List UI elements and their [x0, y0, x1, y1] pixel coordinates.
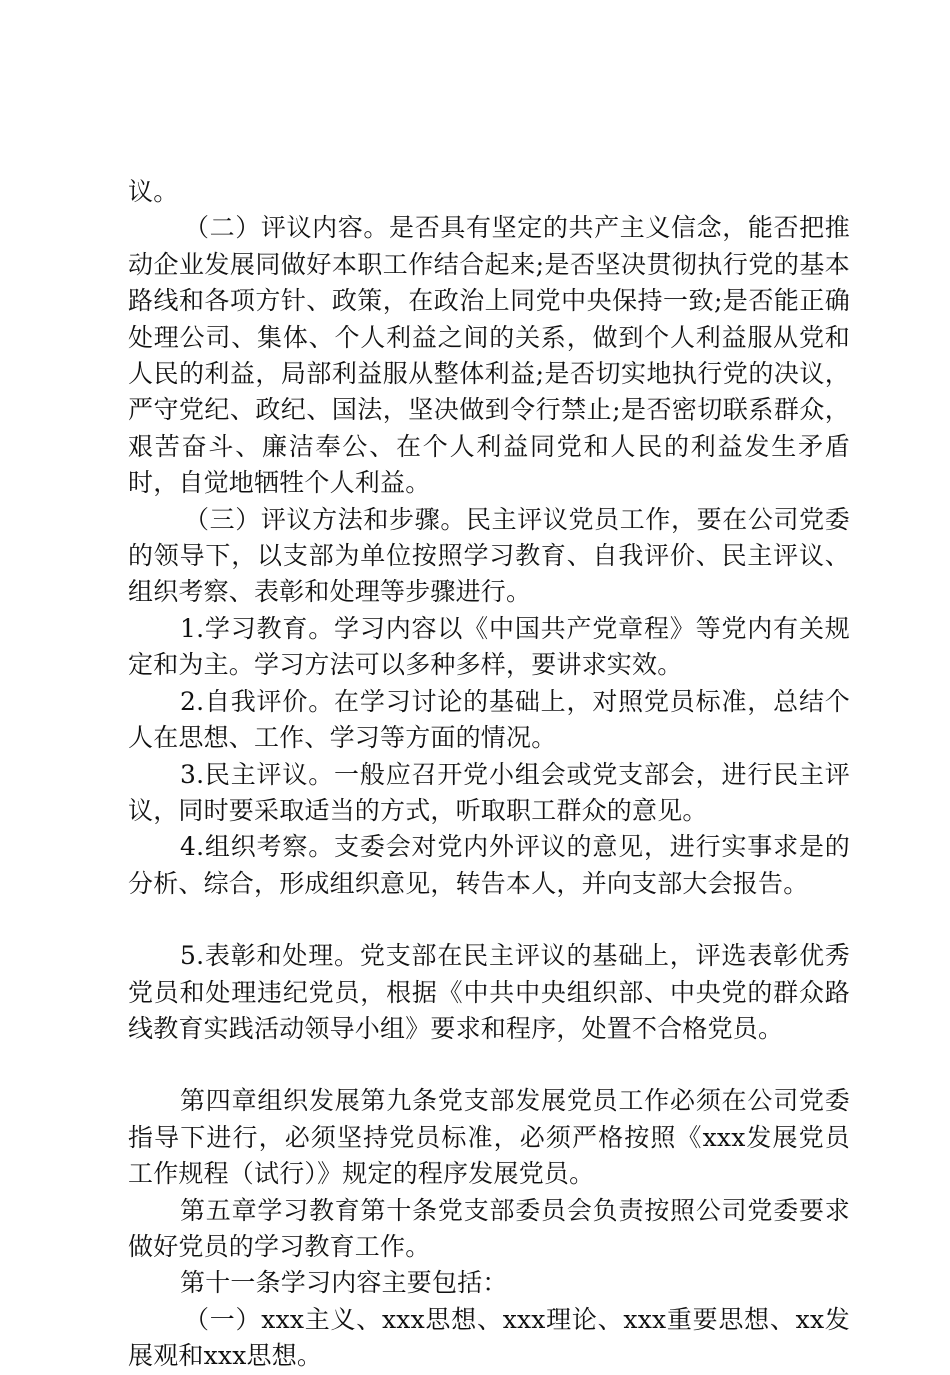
paragraph-chapter-4: 第四章组织发展第九条党支部发展党员工作必须在公司党委指导下进行，必须坚持党员标准，必须严格按照《xxx发展党员工作规程（试行）》规定的程序发展党员。 [128, 1086, 850, 1189]
paragraph-chapter-5: 第五章学习教育第十条党支部委员会负责按照公司党委要求做好党员的学习教育工作。 [128, 1195, 850, 1261]
paragraph-step-3: 3.民主评议。一般应召开党小组会或党支部会，进行民主评议，同时要采取适当的方式，听取职工群众的意见。 [128, 759, 850, 825]
paragraph-continuation: 议。 [128, 177, 179, 206]
paragraph-item-1: （一）xxx主义、xxx思想、xxx理论、xxx重要思想、xx发展观和xxx思想。 [128, 1304, 850, 1371]
paragraph-step-5: 5.表彰和处理。党支部在民主评议的基础上，评选表彰优秀党员和处理违纪党员，根据《中共中央组织部、中央党的群众路线教育实践活动领导小组》要求和程序，处置不合格党员。 [128, 941, 850, 1043]
paragraph-review-content: （二）评议内容。是否具有坚定的共产主义信念，能否把推动企业发展同做好本职工作结合起来;是否坚决贯彻执行党的基本路线和各项方针、政策，在政治上同党中央保持一致;是否能正确处理公司、集体、个人利益之间的关系，做到个人利益服从党和人民的利益，局部利益服从整体利益;是否切实地执行党的决议，严守党纪、政纪、国法，坚决做到令行禁止;是否密切联系群众，艰苦奋斗、廉洁奉公、在个人利益同党和人民的利益发生矛盾时，自觉地牺牲个人利益。 [128, 213, 850, 498]
paragraph-step-2: 2.自我评价。在学习讨论的基础上，对照党员标准，总结个人在思想、工作、学习等方面的情况。 [128, 686, 850, 753]
paragraph-step-4: 4.组织考察。支委会对党内外评议的意见，进行实事求是的分析、综合，形成组织意见，转告本人，并向支部大会报告。 [128, 832, 850, 898]
paragraph-step-1: 1.学习教育。学习内容以《中国共产党章程》等党内有关规定和为主。学习方法可以多种多样，要讲求实效。 [128, 613, 850, 680]
paragraph-article-11: 第十一条学习内容主要包括： [180, 1268, 508, 1298]
paragraph-review-method: （三）评议方法和步骤。民主评议党员工作，要在公司党委的领导下，以支部为单位按照学习教育、自我评价、民主评议、组织考察、表彰和处理等步骤进行。 [128, 504, 850, 607]
document-body [128, 174, 850, 1375]
